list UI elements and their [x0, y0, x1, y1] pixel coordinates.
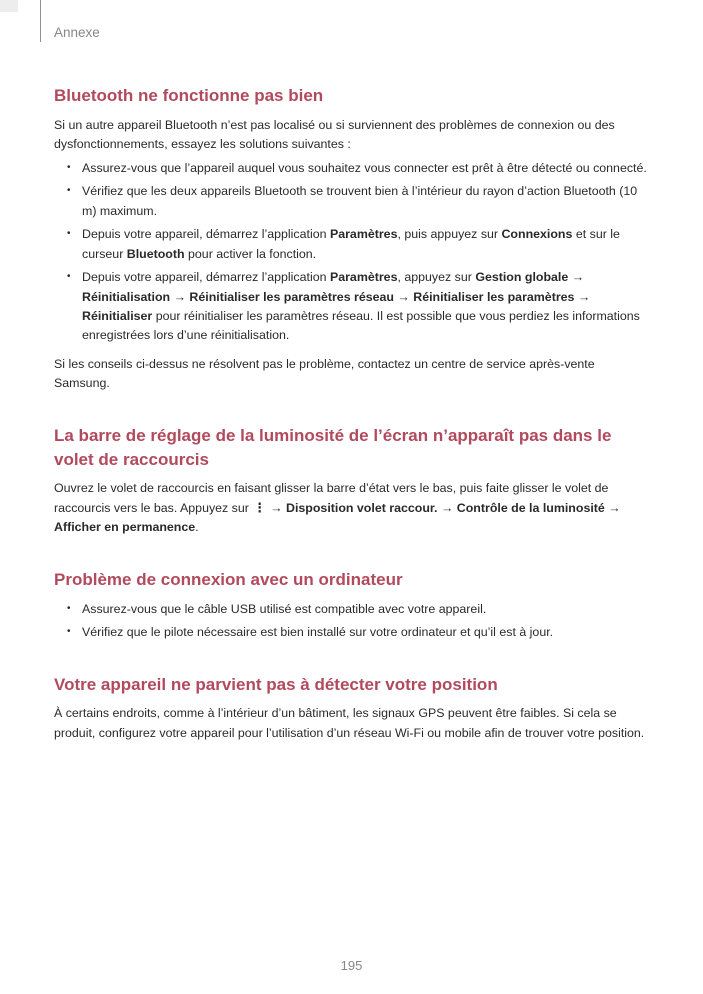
paragraph: Si les conseils ci-dessus ne résolvent pas le problème, contactez un centre de service après-vente Samsung. — [54, 356, 595, 391]
section-title: La barre de réglage de la luminosité de l’écran n’apparaît pas dans le volet de raccourcis — [54, 425, 612, 469]
list-item: • Depuis votre appareil, démarrez l’application Paramètres, puis appuyez sur Connexions et sur le curseur Bluetooth pour activer la fonction. — [54, 225, 650, 264]
header-rule — [40, 0, 41, 42]
section-title: Votre appareil ne parvient pas à détecter votre position — [54, 674, 498, 694]
section-title: Bluetooth ne fonctionne pas bien — [54, 86, 324, 105]
scan-corner-artifact — [0, 0, 18, 12]
section-brightness-bar — [54, 424, 650, 538]
section-title: Problème de connexion avec un ordinateur — [54, 569, 403, 589]
page-content — [54, 84, 650, 743]
section-bluetooth — [54, 84, 650, 394]
list-item: • Assurez-vous que l’appareil auquel vous souhaitez vous connecter est prêt à être détecté ou connecté. — [54, 159, 650, 178]
bullet-list — [54, 600, 650, 643]
list-item: • Vérifiez que le pilote nécessaire est bien installé sur votre ordinateur et qu’il est à jour. — [54, 623, 650, 642]
more-options-icon: ⋮ — [253, 500, 266, 516]
running-header: Annexe — [54, 25, 100, 40]
list-item: • Assurez-vous que le câble USB utilisé est compatible avec votre appareil. — [54, 600, 650, 619]
list-item: • Vérifiez que les deux appareils Bluetooth se trouvent bien à l’intérieur du rayon d’action Bluetooth (10 m) maximum. — [54, 182, 650, 221]
section-computer-connection — [54, 568, 650, 643]
paragraph: À certains endroits, comme à l’intérieur d’un bâtiment, les signaux GPS peuvent être faibles. Si cela se produit, configurez votre appareil pour l’utilisation d’un réseau Wi-Fi ou mobile afin de trouver votre position. — [54, 706, 645, 740]
paragraph: Si un autre appareil Bluetooth n’est pas localisé ou si surviennent des problèmes de connexion ou des dysfonctionnements, essayez les solutions suivantes : — [54, 117, 615, 152]
list-item: • Depuis votre appareil, démarrez l’application Paramètres, appuyez sur Gestion globale → Réinitialisation → Réinitialiser les paramètres réseau → Réinitialiser les paramètres → Réinitialiser pour réinitialiser les paramètres réseau. Il est possible que vous perdiez les informations enregistrées lors d’une réinitialisation. — [54, 268, 650, 346]
bullet-list — [54, 159, 650, 346]
paragraph: Ouvrez le volet de raccourcis en faisant glisser la barre d’état vers le bas, puis faite glisser le volet de raccourcis vers le bas. Appuyez sur ⋮ → Disposition volet raccour. → Contrôle de la luminosité → Afficher en permanence. — [54, 481, 621, 535]
section-location — [54, 673, 650, 744]
page-number: 195 — [340, 958, 363, 973]
